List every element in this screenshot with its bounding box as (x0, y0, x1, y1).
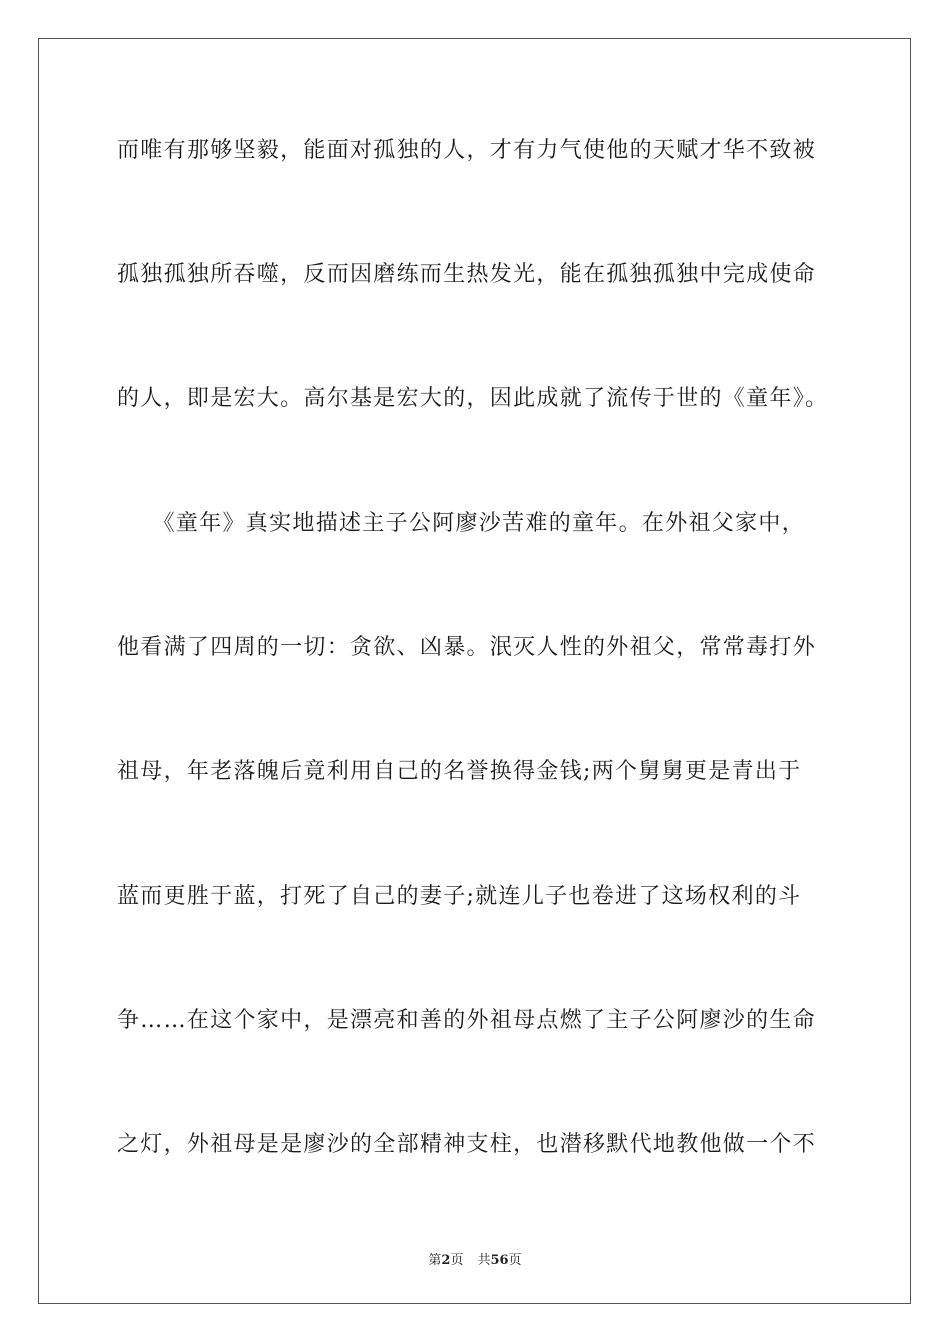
footer-page-suffix: 页 (450, 1253, 464, 1268)
footer-total-pages: 56 (490, 1253, 509, 1268)
body-text-line: 《童年》真实地描述主子公阿廖沙苦难的童年。在外祖父家中， (117, 511, 806, 536)
body-text-line: 之灯，外祖母是是廖沙的全部精神支柱，也潜移默代地教他做一个不 (117, 1132, 817, 1157)
page-border (38, 38, 911, 1304)
footer-page-number: 2 (441, 1253, 451, 1268)
page-footer (0, 1249, 950, 1268)
body-text-line: 蓝而更胜于蓝，打死了自己的妻子;就连儿子也卷进了这场权利的斗 (117, 884, 802, 909)
body-text-line: 孤独孤独所吞噬，反而因磨练而生热发光，能在孤独孤独中完成使命 (117, 262, 817, 287)
body-text-line: 争……在这个家中，是漂亮和善的外祖母点燃了主子公阿廖沙的生命 (117, 1008, 817, 1033)
footer-total-prefix: 共 (477, 1253, 491, 1268)
footer-page-prefix: 第 (428, 1253, 442, 1268)
body-text-line: 他看满了四周的一切：贪欲、凶暴。泯灭人性的外祖父，常常毒打外 (117, 635, 817, 660)
body-text-line: 而唯有那够坚毅，能面对孤独的人，才有力气使他的天赋才华不致被 (117, 138, 817, 163)
body-text-line: 祖母，年老落魄后竟利用自己的名誉换得金钱;两个舅舅更是青出于 (117, 759, 802, 784)
body-text-line: 的人，即是宏大。高尔基是宏大的，因此成就了流传于世的《童年》。 (117, 386, 829, 411)
footer-total-suffix: 页 (508, 1253, 522, 1268)
